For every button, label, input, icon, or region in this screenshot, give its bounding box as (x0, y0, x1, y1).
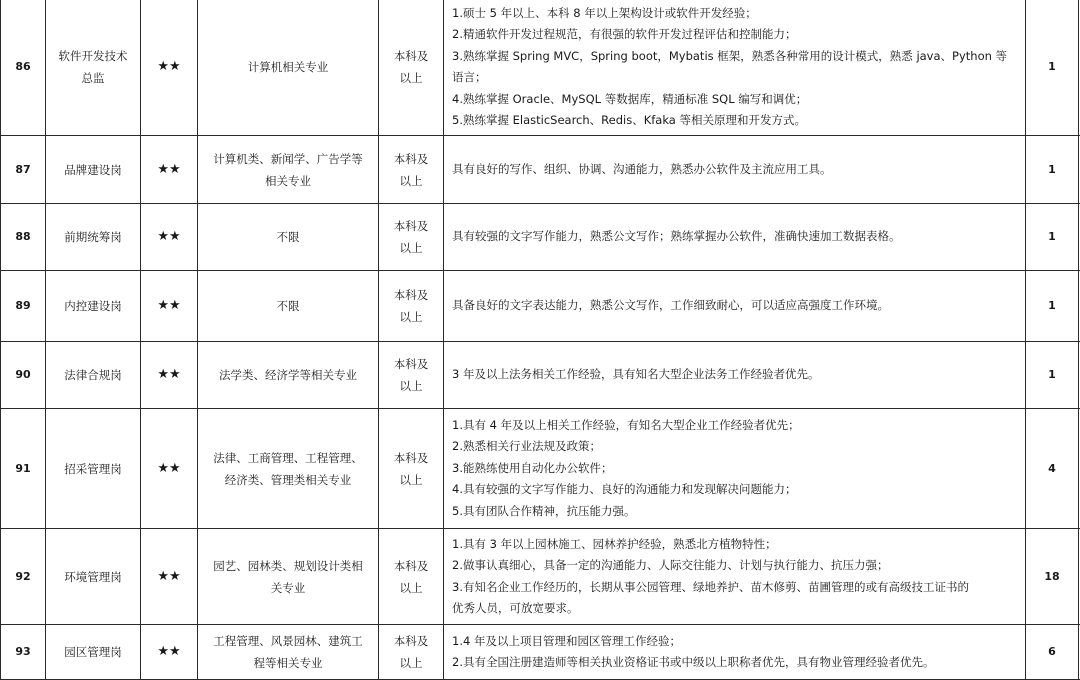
position-text: 招采管理岗 (64, 461, 122, 476)
position-name (46, 271, 141, 342)
education-level (379, 625, 444, 680)
level-stars: ★★ (141, 529, 198, 625)
requirement-line: 3.熟练掌握 Spring MVC，Spring boot，Mybatis 框架，熟悉各种常用的设计模式，熟悉 java、Python 等 (452, 48, 1008, 63)
education-level (379, 204, 444, 271)
requirement-line: 语言； (452, 70, 487, 84)
job-requirements (444, 0, 1026, 136)
job-requirements (444, 204, 1026, 271)
requirement-line: 具备良好的文字表达能力，熟悉公文写作，工作细致耐心，可以适应高强度工作环境。 (452, 298, 889, 313)
job-requirements (444, 342, 1026, 409)
level-stars: ★★ (141, 625, 198, 680)
requirement-line: 具有良好的写作、组织、协调、沟通能力，熟悉办公软件及主流应用工具。 (452, 161, 832, 176)
education-level (379, 271, 444, 342)
position-text: 环境管理岗 (64, 569, 122, 584)
position-text: 内控建设岗 (64, 299, 122, 313)
headcount: 4 (1026, 409, 1079, 529)
requirement-line: 2.精通软件开发过程规范，有很强的软件开发过程评估和控制能力； (452, 27, 797, 41)
headcount: 18 (1026, 529, 1079, 625)
position-name (46, 204, 141, 271)
major-requirement (198, 271, 379, 342)
education-level (379, 529, 444, 625)
major-requirement (198, 204, 379, 271)
headcount: 1 (1026, 136, 1079, 204)
headcount: 1 (1026, 204, 1079, 271)
education-text: 本科及以上 (393, 219, 429, 255)
row-number: 93 (1, 625, 46, 680)
education-text: 本科及以上 (393, 49, 429, 85)
level-stars: ★★ (141, 136, 198, 204)
major-requirement (198, 625, 379, 680)
requirement-line: 4.熟练掌握 Oracle、MySQL 等数据库，精通标准 SQL 编写和调优； (452, 91, 808, 106)
major-requirement (198, 409, 379, 529)
education-level (379, 0, 444, 136)
table-row (1, 136, 1080, 204)
table-body (1, 0, 1080, 680)
major-text: 园艺、园林类、规划设计类相关专业 (213, 558, 363, 595)
major-text: 不限 (276, 230, 300, 244)
major-text: 法学类、经济学等相关专业 (219, 368, 357, 382)
headcount: 1 (1026, 271, 1079, 342)
major-text: 计算机类、新闻学、广告学等相关专业 (213, 151, 363, 188)
education-text: 本科及以上 (393, 151, 429, 188)
education-text: 本科及以上 (393, 634, 429, 670)
row-number: 90 (1, 342, 46, 409)
level-stars: ★★ (141, 271, 198, 342)
row-number: 89 (1, 271, 46, 342)
education-text: 本科及以上 (393, 450, 429, 487)
table-row (1, 271, 1080, 342)
position-text: 园区管理岗 (64, 645, 122, 659)
row-number: 87 (1, 136, 46, 204)
position-name (46, 409, 141, 529)
education-text: 本科及以上 (393, 288, 429, 324)
job-requirements (444, 529, 1026, 625)
level-stars: ★★ (141, 0, 198, 136)
position-name (46, 0, 141, 136)
requirement-line: 3 年及以上法务相关工作经验，具有知名大型企业法务工作经验者优先。 (452, 367, 820, 382)
requirement-line: 3.能熟练使用自动化办公软件； (452, 460, 613, 475)
education-level (379, 409, 444, 529)
row-number: 88 (1, 204, 46, 271)
table-row (1, 529, 1080, 625)
position-text: 前期统筹岗 (64, 230, 122, 244)
requirement-line: 1.硕士 5 年以上、本科 8 年以上架构设计或软件开发经验； (452, 5, 757, 20)
job-requirements (444, 136, 1026, 204)
requirement-line: 5.具有团队合作精神，抗压能力强。 (452, 503, 636, 518)
education-level (379, 342, 444, 409)
headcount: 1 (1026, 0, 1079, 136)
job-requirements (444, 271, 1026, 342)
requirement-line: 1.4 年及以上项目管理和园区管理工作经验； (452, 633, 681, 648)
row-number: 86 (1, 0, 46, 136)
headcount: 1 (1026, 342, 1079, 409)
row-number: 91 (1, 409, 46, 529)
major-text: 法律、工商管理、工程管理、经济类、管理类相关专业 (213, 450, 363, 487)
requirement-line: 4.具有较强的文字写作能力、良好的沟通能力和发现解决问题能力； (452, 482, 797, 497)
major-requirement (198, 342, 379, 409)
major-requirement (198, 136, 379, 204)
position-name (46, 342, 141, 409)
requirement-line: 2.熟悉相关行业法规及政策； (452, 439, 601, 454)
requirement-line: 优秀人员，可放宽要求。 (452, 601, 579, 615)
job-requirements (444, 409, 1026, 529)
education-text: 本科及以上 (393, 558, 429, 595)
position-text: 软件开发技术总监 (58, 49, 128, 85)
row-number: 92 (1, 529, 46, 625)
level-stars: ★★ (141, 204, 198, 271)
major-text: 不限 (276, 299, 300, 313)
position-text: 法律合规岗 (64, 368, 122, 382)
requirement-line: 2.具有全国注册建造师等相关执业资格证书或中级以上职称者优先，具有物业管理经验者优先。 (452, 655, 935, 669)
table-row (1, 409, 1080, 529)
major-text: 计算机相关专业 (247, 60, 329, 74)
education-text: 本科及以上 (393, 357, 429, 393)
table-row (1, 342, 1080, 409)
major-text: 工程管理、风景园林、建筑工程等相关专业 (213, 634, 363, 670)
major-requirement (198, 529, 379, 625)
position-name (46, 529, 141, 625)
table-row (1, 0, 1080, 136)
level-stars: ★★ (141, 409, 198, 529)
major-requirement (198, 0, 379, 136)
headcount: 6 (1026, 625, 1079, 680)
level-stars: ★★ (141, 342, 198, 409)
table-row (1, 625, 1080, 680)
requirement-line: 1.具有 3 年以上园林施工、园林养护经验，熟悉北方植物特性； (452, 536, 777, 551)
requirement-line: 1.具有 4 年及以上相关工作经验，有知名大型企业工作经验者优先； (452, 417, 800, 432)
requirement-line: 5.熟练掌握 ElasticSearch、Redis、Kfaka 等相关原理和开发方式。 (452, 113, 806, 127)
requirement-line: 具有较强的文字写作能力，熟悉公文写作；熟练掌握办公软件，准确快速加工数据表格。 (452, 229, 901, 244)
position-text: 品牌建设岗 (64, 162, 122, 177)
position-name (46, 136, 141, 204)
requirement-line: 3.有知名企业工作经历的，长期从事公园管理、绿地养护、苗木修剪、苗圃管理的或有高级技工证书的 (452, 579, 969, 594)
job-requirements (444, 625, 1026, 680)
requirement-line: 2.做事认真细心，具备一定的沟通能力、人际交往能力、计划与执行能力、抗压力强； (452, 558, 889, 572)
education-level (379, 136, 444, 204)
position-name (46, 625, 141, 680)
table-row (1, 204, 1080, 271)
